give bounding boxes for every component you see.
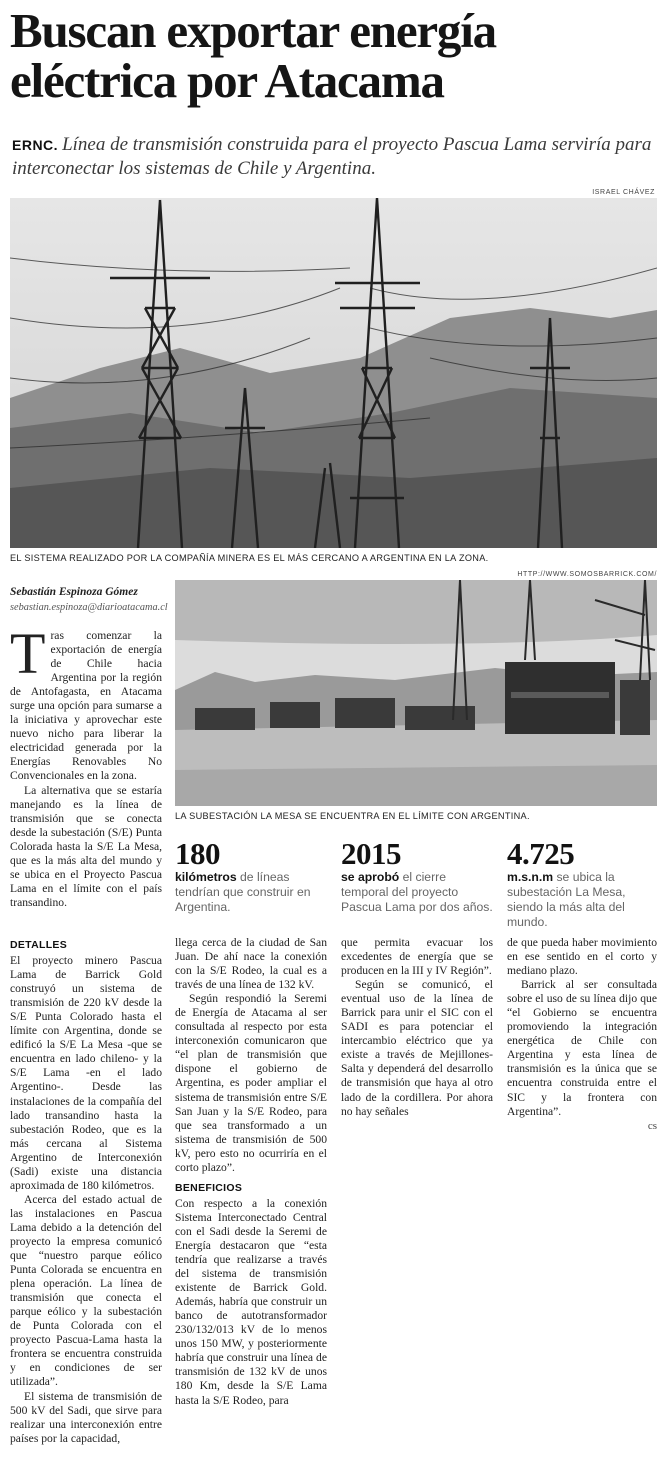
fact-3-lead: m.s.n.m [507, 870, 554, 884]
fact-3-number: 4.725 [507, 836, 575, 871]
fact-box-1 [175, 838, 325, 915]
intro-paragraph [10, 621, 162, 784]
article-intro-column [10, 621, 162, 910]
paragraph-6: llega cerca de la ciudad de San Juan. De ahí nace la conexión con la S/E Rodeo, la cual es a través de una línea de 132 kV. [175, 936, 327, 992]
fact-box-3 [507, 838, 657, 930]
fact-1-lead: kilómetros [175, 870, 237, 884]
paragraph-10: Según se comunicó, el eventual uso de la línea de Barrick para unir el SIC con el SADI es para potenciar el intercambio eléctrico que ya existe a través de Mejillones-Salta y dependerá del desarrollo de transmisión que haya al otro lado de la cordillera. Por ahora no hay señales [341, 978, 493, 1118]
fact-1-rest: de líneas tendrían que construir en Argentina. [175, 870, 311, 914]
fact-3-text [507, 870, 657, 930]
paragraph-4: Acerca del estado actual de las instalaciones en Pascua Lama debido a la detención del proyecto la empresa comunicó que “nuestro parque eólico Punta Colorada se encuentra en plena operación. La línea de transmisión que conecta el parque eólico y la subestación de Punta Colorada con el proyecto Pascua-Lama hasta la frontera se encuentra construida y en condiciones de ser utilizada”. [10, 1192, 162, 1389]
paragraph-12: Barrick al ser consultada sobre el uso de su línea dijo que “el Gobierno se encuentra promoviendo la integración energética de Chile con Argentina y esta línea de transmisión es la única que se encuentra construida entre el SIC y la frontera con Argentina”. [507, 978, 657, 1118]
photo1-caption: EL SISTEMA REALIZADO POR LA COMPAÑÍA MINERA ES EL MÁS CERCANO A ARGENTINA EN LA ZONA. [10, 553, 489, 563]
photo2-caption: LA SUBESTACIÓN LA MESA SE ENCUENTRA EN EL LÍMITE CON ARGENTINA. [175, 811, 530, 821]
section-heading-beneficios: BENEFICIOS [175, 1181, 243, 1194]
subhead-tag: ERNC. [12, 137, 59, 153]
fact-2-lead: se aprobó [341, 870, 400, 884]
photo1-credit: ISRAEL CHÁVEZ [592, 189, 655, 196]
author-email: sebastian.espinoza@diarioatacama.cl [10, 602, 168, 613]
substation-illustration [175, 580, 657, 806]
transmission-towers-illustration [10, 198, 657, 548]
paragraph-3: El proyecto minero Pascua Lama de Barrick Gold construyó un sistema de transmisión de 220 kV desde la S/E Punta Colorado hasta el límite con Argentina, donde se edificó la S/E La Mesa -que se encuentra en lado chileno- y la S/E Lama -en el lado Argentino-. Desde las instalaciones de la compañía del lado transandino hasta la subestación Rodeo, que es la más cercana al Sistema Argentino de Interconexión (Sadi) existe una distancia aproximada de 180 kilómetros. [10, 954, 162, 1192]
drop-cap: T [10, 621, 46, 686]
article-column-1 [10, 932, 162, 1446]
subhead [12, 133, 657, 180]
paragraph-5: El sistema de transmisión de 500 kV del Sadi, que sirve para realizar una interconexión entre países por la capacidad, [10, 1389, 162, 1445]
paragraph-11: de que pueda haber movimiento en ese sentido en el corto y mediano plazo. [507, 936, 657, 978]
fact-3-rest: se ubica la subestación La Mesa, siendo la más alta del mundo. [507, 870, 626, 929]
intro-text: ras comenzar la exportación de energía de Chile hacia Argentina por la región de Antofagasta, en Atacama surge una opción para sumarse a la iniciativa y aprovechar este nuevo nicho para liberar la electricidad generada por la Energías Renovables No Convencionales en la zona. [10, 629, 162, 783]
author-name: Sebastián Espinoza Gómez [10, 586, 138, 598]
article-column-3 [341, 936, 493, 1119]
substation-photo [175, 580, 657, 806]
photo2-credit: HTTP://WWW.SOMOSBARRICK.COM/ [517, 571, 657, 578]
subhead-text: Línea de transmisión construida para el proyecto Pascua Lama serviría para interconectar los sistemas de Chile y Argentina. [12, 134, 652, 179]
paragraph-8: Con respecto a la conexión Sistema Interconectado Central con el Sadi desde la Seremi de Energía destacaron que “esta tendría que realizarse a través del sistema de transmisión existente de Barrick Gold. Además, habría que construir un banco de autotransformador 230/132/013 kV de lo menos unos 150 MW, y posteriormente habría que construir una línea de transmisión de 132 kV de unos 180 Km, desde la S/E Lama hasta la S/E Rodeo, para [175, 1196, 327, 1407]
paragraph-7: Según respondió la Seremi de Energía de Atacama al ser consultada al respecto por esta interconexión comunicaron que “el plan de transmisión que dispone el gobierno de Argentina, es poder ampliar el sistema de transmisión entre S/E San Juan y la S/E Rodeo, para que sea transformado a un sistema de transmisión de 500 kV, pero esto no ocurriría en el corto plazo”. [175, 992, 327, 1174]
paragraph-9: que permita evacuar los excedentes de energía que se producen en la III y IV Región”. [341, 936, 493, 978]
fact-2-text [341, 870, 493, 915]
headline: Buscan exportar energía eléctrica por Atacama [10, 3, 496, 108]
section-heading-detalles: DETALLES [10, 939, 68, 951]
paragraph-2: La alternativa que se estaría manejando es la línea de transmisión que se conecta desde la subestación (S/E) Punta Colorada hasta la S/E La Mesa, que es la más alta del mundo y se ubica en el Proyecto Pascua Lama en el límite con el país transandino. [10, 783, 162, 909]
fact-1-text [175, 870, 325, 915]
article-column-2 [175, 936, 327, 1408]
transmission-towers-photo [10, 198, 657, 548]
fact-box-2 [341, 838, 493, 915]
fact-2-number: 2015 [341, 836, 401, 871]
fact-1-number: 180 [175, 836, 220, 871]
end-mark: cs [647, 1119, 657, 1132]
article-column-4 [507, 936, 657, 1133]
fact-2-rest: el cierre temporal del proyecto Pascua Lama por dos años. [341, 870, 493, 914]
